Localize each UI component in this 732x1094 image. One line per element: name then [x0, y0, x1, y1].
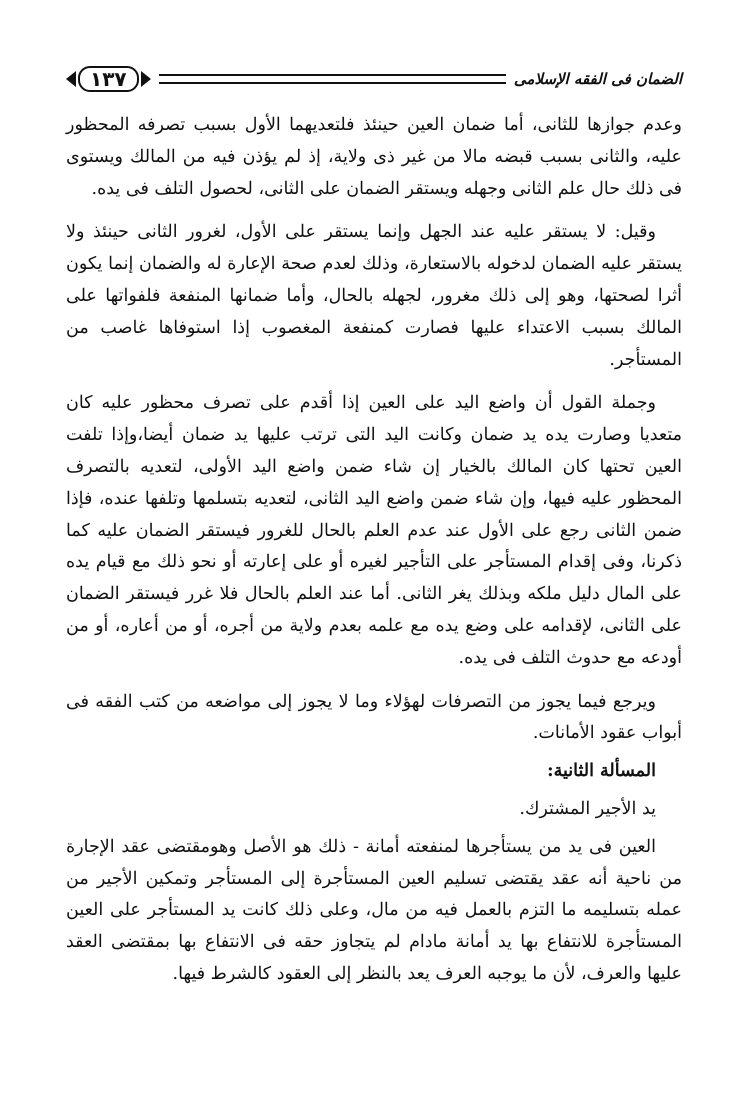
section-heading: المسألة الثانية: [547, 761, 656, 782]
page-body [66, 110, 682, 991]
book-title: الضمان فى الفقه الإسلامى [513, 70, 682, 88]
paragraph-hired-worker: العين فى يد من يستأجرها لمنفعته أمانة - ذلك هو الأصل وهومقتضى عقد الإجارة من ناحية أنه عقد يقتضى تسليم العين المستأجرة إلى المستأجر وتمكين الأجير من عمله بتسليمه ما التزم بالعمل فيه من مال، وعلى ذلك كانت يد المستأجر على العين المستأجرة للانتفاع بها يد أمانة مادام لم يتجاوز حقه فى الانتفاع بها بمقتضى العقد عليها والعرف، لأن ما يوجبه العرف يعد بالنظر إلى العقود كالشرط فيها. [66, 836, 682, 984]
paragraph-continued: وعدم جوازها للثانى، أما ضمان العين حينئذ فلتعديهما الأول بسبب تصرفه المحظور عليه، والثانى بسبب قبضه مالا من غير ذى ولاية، إذ لم يؤذن فيه من المالك ويستوى فى ذلك حال علم الثانى وجهله ويستقر الضمان على الثانى، لحصول التلف فى يده. [66, 115, 682, 199]
page-number-frame [66, 66, 151, 92]
paragraph-summary: وجملة القول أن واضع اليد على العين إذا أقدم على تصرف محظور عليه كان متعديا وصارت يده يد ضمان وكانت اليد التى ترتب عليها يد ضمان أيضا،وإذا تلفت العين تحتها كان المالك بالخيار إن شاء ضمن واضع اليد الأولى، لتعديه بالتصرف المحظور عليه فيها، وإن شاء ضمن واضع اليد الثانى، لتعديه بتسلمها وتلفها عنده، فإذا ضمن الثانى رجع على الأول عند عدم العلم بالحال للغرور فيستقر الضمان عليه كما ذكرنا، وفى إقدام المستأجر على التأجير لغيره أو على إعارته أو نحو ذلك مع قيام يده على المال دليل ملكه وبذلك يغر الثانى. أما عند العلم بالحال فلا غرر فيستقر الضمان على الثانى، لإقدامه على وضع يده مع علمه بعدم ولاية من أجره، أو من أعاره، أو من أودعه مع حدوث التلف فى يده. [66, 393, 682, 668]
paragraph-opinion: وقيل: لا يستقر عليه عند الجهل وإنما يستقر على الأول، لغرور الثانى حينئذ ولا يستقر عليه الضمان لدخوله بالاستعارة، وذلك لعدم صحة الإعارة له والضمان إنما يكون أثرا لصحتها، وهو إلى ذلك مغرور، لجهله بالحال، وأما ضمانها المنفعة فلفواتها على المالك بسبب الاعتداء عليها فصارت كمنفعة المغصوب إذا استوفاها غاصب من المستأجر. [66, 222, 682, 370]
book-page [66, 62, 682, 1042]
section-subheading: يد الأجير المشترك. [519, 798, 656, 819]
right-ornament-icon [141, 71, 151, 87]
running-header [66, 62, 682, 96]
paragraph-reference: ويرجع فيما يجوز من التصرفات لهؤلاء وما لا يجوز إلى مواضعه من كتب الفقه فى أبواب عقود الأمانات. [66, 691, 682, 744]
header-rule [159, 74, 506, 84]
left-ornament-icon [66, 71, 76, 87]
page-number: ١٣٧ [78, 66, 139, 92]
